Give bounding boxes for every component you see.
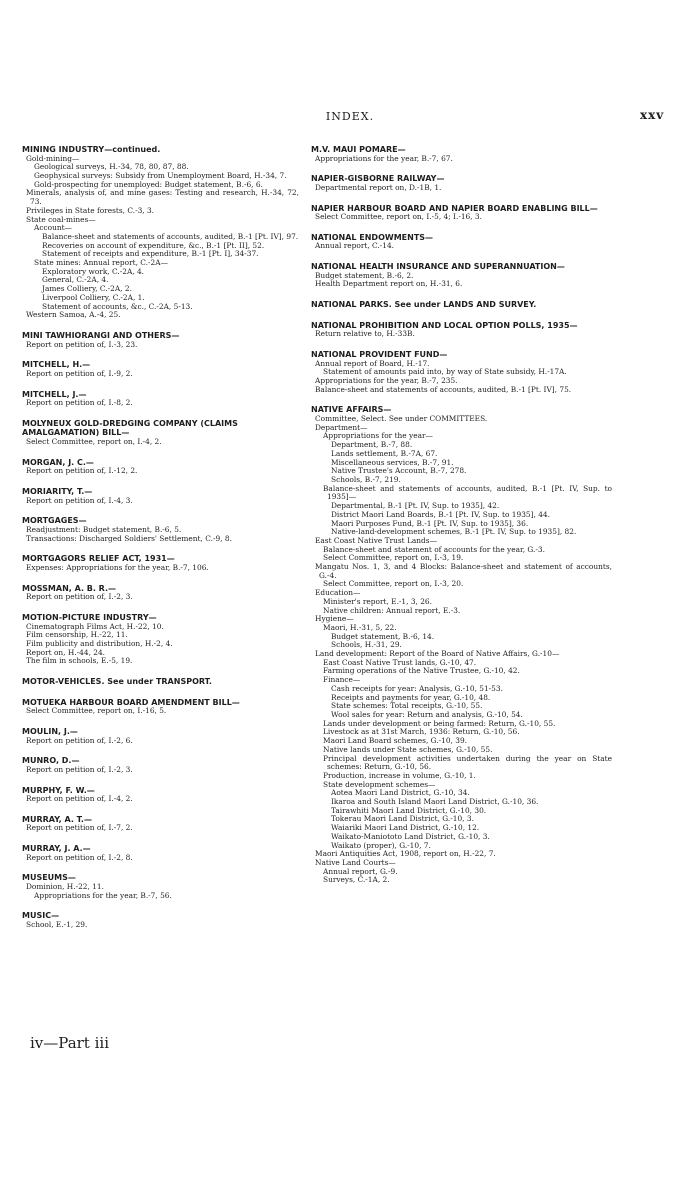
index-entry: Mangatu Nos. 1, 3, and 4 Blocks: Balance-sheet and statement of accounts, G.-4.	[315, 562, 612, 580]
index-entry: Select Committee, report on, I.-4, 2.	[26, 437, 162, 447]
index-heading: NATIONAL PROHIBITION AND LOCAL OPTION POLLS, 1935—	[311, 320, 578, 330]
index-entry: Committee, Select. See under COMMITTEES.	[315, 414, 488, 424]
index-entry: Surveys, C.-1A, 2.	[323, 875, 390, 885]
index-entry: Western Samoa, A.-4, 25.	[26, 310, 121, 320]
index-entry: Budget statement, B.-6, 14.	[331, 631, 435, 641]
index-entry: Expenses: Appropriations for the year, B.-7, 106.	[26, 562, 209, 572]
index-entry: Department—	[315, 422, 368, 432]
index-entry: Report on petition of, I.-2, 6.	[26, 735, 133, 745]
index-entry: Lands under development or being farmed: Return, G.-10, 55.	[323, 718, 556, 728]
index-entry: District Maori Land Boards, B.-1 [Pt. IV, Sup. to 1935], 44.	[331, 509, 550, 519]
index-entry: Privileges in State forests, C.-3, 3.	[26, 205, 155, 215]
index-entry: Waikato-Maniototo Land District, G.-10, 3.	[331, 831, 490, 841]
index-entry: Wool sales for year: Return and analysis, G.-10, 54.	[331, 709, 523, 719]
index-entry: Annual report, G.-9.	[323, 866, 398, 876]
index-entry: Report on petition of, I.-12, 2.	[26, 466, 138, 476]
index-heading: MUSIC—	[22, 911, 60, 921]
index-entry: Schools, H.-31, 29.	[331, 640, 402, 650]
index-heading: MOLYNEUX GOLD-DREDGING COMPANY (CLAIMS AMALGAMATION) BILL—	[22, 418, 238, 438]
index-entry: East Coast Native Trust lands, G.-10, 47.	[323, 657, 477, 667]
index-entry: Aotea Maori Land District, G.-10, 34.	[331, 788, 470, 798]
index-entry: Report on petition of, I.-9, 2.	[26, 368, 133, 378]
index-entry: Departmental, B.-1 [Pt. IV, Sup. to 1935], 42.	[331, 501, 500, 511]
index-entry: Appropriations for the year, B.-7, 56.	[34, 890, 172, 900]
index-heading: NATIONAL PARKS. See under LANDS AND SURVEY.	[311, 300, 537, 310]
index-entry: Select Committee, report on, I.-5, 4; I.-16, 3.	[315, 212, 482, 222]
index-entry: Cinematograph Films Act, H.-22, 10.	[26, 621, 164, 631]
index-entry: Minister's report, E.-1, 3, 26.	[323, 596, 432, 606]
index-entry: Finance—	[323, 675, 361, 685]
index-entry: East Coast Native Trust Lands—	[315, 535, 437, 545]
index-heading: MINING INDUSTRY—continued.	[22, 145, 161, 154]
index-column-right	[311, 145, 612, 885]
index-heading: MURRAY, A. T.—	[22, 814, 92, 824]
index-heading: MURRAY, J. A.—	[22, 844, 91, 854]
index-entry: Report on petition of, I.-2, 8.	[26, 852, 133, 862]
index-entry: Lands settlement, B.-7A, 67.	[331, 448, 438, 458]
index-heading: NATIONAL PROVIDENT FUND—	[311, 350, 448, 360]
index-entry: Principal development activities undertaken during the year on State schemes: Return, G.-10, 56.	[323, 753, 612, 772]
index-heading: MORTGAGES—	[22, 516, 87, 526]
index-entry: Readjustment: Budget statement, B.-6, 5.	[26, 524, 182, 534]
index-entry: Statement of receipts and expenditure, B.-1 [Pt. I], 34-37.	[42, 249, 259, 259]
index-heading: NATIONAL ENDOWMENTS—	[311, 232, 434, 242]
index-entry: Balance-sheet and statement of accounts for the year, G.-3.	[323, 544, 545, 554]
index-heading: MURPHY, F. W.—	[22, 785, 95, 795]
index-heading: M.V. MAUI POMARE—	[311, 145, 406, 154]
index-entry: Report on petition of, I.-2, 3.	[26, 764, 133, 774]
index-entry: Report on petition of, I.-4, 2.	[26, 794, 133, 804]
index-entry: Select Committee, report on, I.-3, 19.	[323, 553, 464, 563]
page-number: xxv	[640, 108, 665, 122]
index-entry: Report on petition of, I.-7, 2.	[26, 823, 133, 833]
index-entry: Annual report of Board, H.-17.	[315, 358, 430, 368]
index-entry: Report on petition of, I.-3, 23.	[26, 339, 138, 349]
index-heading: MORTGAGORS RELIEF ACT, 1931—	[22, 554, 175, 564]
index-entry: Schools, B.-7, 219.	[331, 475, 401, 484]
index-entry: Balance-sheet and statements of accounts, audited, B.-1 [Pt. IV, Sup. to 1935]—	[323, 483, 612, 502]
index-entry: Department, B.-7, 88.	[331, 440, 413, 450]
index-heading: MITCHELL, H.—	[22, 360, 91, 370]
index-entry: Balance-sheet and statements of accounts, audited, B.-1 [Pt. IV], 75.	[315, 384, 572, 394]
index-entry: Appropriations for the year—	[323, 431, 433, 441]
index-heading: NAPIER-GISBORNE RAILWAY—	[311, 174, 445, 184]
signature-mark: iv—Part iii	[30, 1034, 109, 1052]
index-entry: Miscellaneous services, B.-7, 91.	[331, 457, 454, 467]
index-heading: MITCHELL, J.—	[22, 389, 87, 399]
index-entry: Account—	[34, 223, 72, 233]
index-entry: Exploratory work, C.-2A, 4.	[42, 266, 145, 276]
index-entry: Farming operations of the Native Trustee, G.-10, 42.	[323, 666, 520, 676]
index-entry: Budget statement, B.-6, 2.	[315, 270, 414, 280]
index-entry: Select Committee, report on, I.-16, 5.	[26, 706, 167, 716]
index-entry: State coal-mines—	[26, 214, 96, 224]
index-entry: Gold-prospecting for unemployed: Budget statement, B.-6, 6.	[34, 179, 263, 189]
index-entry: Maori Land Board schemes, G.-10, 39.	[323, 736, 468, 746]
index-entry: Maori, H.-31, 5, 22.	[323, 622, 397, 632]
index-entry: Minerals, analysis of, and mine gases: Testing and research, H.-34, 72, 73.	[26, 188, 299, 207]
running-header-title: INDEX.	[325, 110, 375, 123]
index-heading: MORIARITY, T.—	[22, 487, 93, 497]
index-entry: Report on petition of, I.-2, 3.	[26, 592, 133, 602]
index-heading: MOTION-PICTURE INDUSTRY—	[22, 612, 157, 622]
index-entry: State development schemes—	[323, 779, 436, 789]
index-entry: Maori Antiquities Act, 1908, report on, H.-22, 7.	[315, 849, 496, 859]
index-entry: Appropriations for the year, B.-7, 235.	[315, 376, 458, 386]
index-entry: Native children: Annual report, E.-3.	[323, 605, 461, 615]
index-entry: School, E.-1, 29.	[26, 920, 88, 929]
index-entry: Geological surveys, H.-34, 78, 80, 87, 88.	[34, 162, 189, 172]
index-entry: Statement of accounts, &c., C.-2A, 5-13.	[42, 301, 193, 311]
index-entry: Liverpool Colliery, C.-2A, 1.	[42, 292, 145, 302]
index-entry: Geophysical surveys: Subsidy from Unemployment Board, H.-34, 7.	[34, 171, 287, 180]
index-entry: Transactions: Discharged Soldiers' Settlement, C.-9, 8.	[26, 533, 232, 543]
index-entry: Health Department report on, H.-31, 6.	[315, 279, 463, 289]
index-entry: Waiariki Maori Land District, G.-10, 12.	[331, 823, 480, 833]
index-entry: Native Trustee's Account, B.-7, 278.	[331, 466, 467, 476]
index-heading: NAPIER HARBOUR BOARD AND NAPIER BOARD ENABLING BILL—	[311, 203, 598, 213]
index-entry: Tairawhiti Maori Land District, G.-10, 30.	[331, 805, 487, 815]
index-entry: Native Land Courts—	[315, 857, 396, 867]
index-entry: Departmental report on, D.-1B, 1.	[315, 182, 442, 192]
index-entry: Maori Purposes Fund, B.-1 [Pt. IV, Sup. to 1935], 36.	[331, 518, 529, 528]
index-entry: Land development: Report of the Board of Native Affairs, G.-10—	[315, 649, 560, 659]
index-entry: Recoveries on account of expenditure, &c., B.-1 [Pt. II], 52.	[42, 240, 265, 250]
index-heading: MINI TAWHIORANGI AND OTHERS—	[22, 330, 180, 340]
index-entry: Native lands under State schemes, G.-10, 55.	[323, 744, 493, 754]
index-entry: State mines: Annual report, C.-2A—	[34, 258, 168, 268]
index-entry: Gold-mining—	[26, 153, 80, 163]
index-heading: MOTUEKA HARBOUR BOARD AMENDMENT BILL—	[22, 697, 240, 707]
index-entry: Film censorship, H.-22, 11.	[26, 630, 128, 640]
index-heading: MOSSMAN, A. B. R.—	[22, 583, 117, 593]
index-entry: Film publicity and distribution, H.-2, 4.	[26, 638, 173, 648]
index-heading: MOULIN, J.—	[22, 726, 78, 736]
index-entry: Education—	[315, 588, 361, 598]
index-entry: Balance-sheet and statements of accounts, audited, B.-1 [Pt. IV], 97.	[42, 231, 299, 241]
index-entry: Report on, H.-44, 24.	[26, 647, 106, 657]
index-entry: Native-land-development schemes, B.-1 [Pt. IV, Sup. to 1935], 82.	[331, 527, 577, 537]
index-heading: MOTOR-VEHICLES. See under TRANSPORT.	[22, 677, 212, 687]
index-entry: Receipts and payments for year, G.-10, 48.	[331, 692, 491, 702]
index-entry: Annual report, C.-14.	[315, 241, 395, 251]
index-entry: Hygiene—	[315, 614, 354, 624]
index-entry: Select Committee, report on, I.-3, 20.	[323, 579, 464, 589]
index-entry: Ikaroa and South Island Maori Land District, G.-10, 36.	[331, 797, 539, 807]
index-entry: Production, increase in volume, G.-10, 1.	[323, 770, 476, 780]
index-entry: James Colliery, C.-2A, 2.	[42, 284, 132, 294]
index-entry: Waikato (proper), G.-10, 7.	[331, 840, 431, 850]
index-heading: MORGAN, J. C.—	[22, 457, 94, 467]
index-entry: The film in schools, E.-5, 19.	[26, 656, 133, 666]
index-entry: Report on petition of, I.-4, 3.	[26, 495, 133, 505]
index-heading: NATIONAL HEALTH INSURANCE AND SUPERANNUATION—	[311, 262, 565, 272]
index-entry: Cash receipts for year: Analysis, G.-10, 51-53.	[331, 683, 503, 693]
index-column-left	[22, 145, 299, 930]
index-entry: Dominion, H.-22, 11.	[26, 882, 104, 891]
index-entry: State schemes: Total receipts, G.-10, 55.	[331, 701, 483, 711]
index-entry: Appropriations for the year, B.-7, 67.	[315, 153, 453, 163]
index-entry: Livestock as at 31st March, 1936: Return, G.-10, 56.	[323, 727, 520, 737]
index-heading: MUSEUMS—	[22, 873, 76, 883]
index-entry: General, C.-2A, 4.	[42, 275, 109, 285]
index-heading: MUNRO, D.—	[22, 756, 80, 766]
index-entry: Return relative to, H.-33B.	[315, 329, 415, 339]
index-entry: Statement of amounts paid into, by way of State subsidy, H.-17A.	[323, 367, 567, 377]
index-entry: Tokerau Maori Land District, G.-10, 3.	[331, 814, 474, 824]
index-heading: NATIVE AFFAIRS—	[311, 405, 392, 415]
index-entry: Report on petition of, I.-8, 2.	[26, 398, 133, 408]
